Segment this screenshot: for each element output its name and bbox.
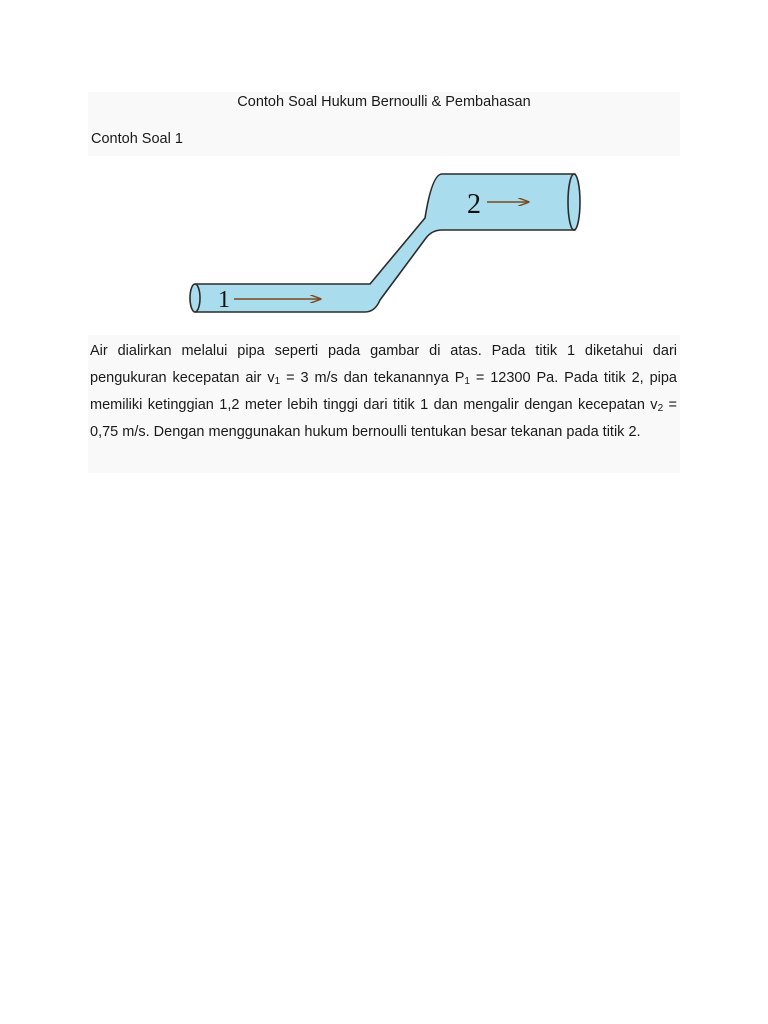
- section-heading: Contoh Soal 1: [91, 131, 183, 147]
- p1-subscript: 1: [464, 376, 470, 387]
- point-1-label: 1: [218, 287, 230, 313]
- pipe-body: [195, 174, 575, 312]
- v2-subscript: 2: [657, 403, 664, 414]
- document-title: Contoh Soal Hukum Bernoulli & Pembahasan: [237, 94, 531, 110]
- pipe-left-end: [190, 284, 200, 312]
- v1-subscript: 1: [274, 376, 281, 387]
- problem-text-part-1: Air dialirkan melalui pipa seperti pada gambar di atas. Pada titik 1 diketahui dari pengukuran kecepatan air v: [90, 343, 677, 386]
- point-2-label: 2: [467, 189, 481, 220]
- pipe-right-end: [568, 174, 580, 230]
- problem-text-part-3: = 12300 Pa. Pada titik 2, pipa memiliki ketinggian 1,2 meter lebih tinggi dari titik 1 dan mengalir dengan kecepatan v: [90, 370, 677, 413]
- pipe-diagram: [180, 166, 590, 322]
- problem-text-part-2: = 3 m/s dan tekanannya P: [280, 370, 465, 386]
- problem-text-part-4: = 0,75 m/s. Dengan menggunakan hukum bernoulli tentukan besar tekanan pada titik 2.: [90, 397, 677, 440]
- problem-text: [90, 338, 677, 446]
